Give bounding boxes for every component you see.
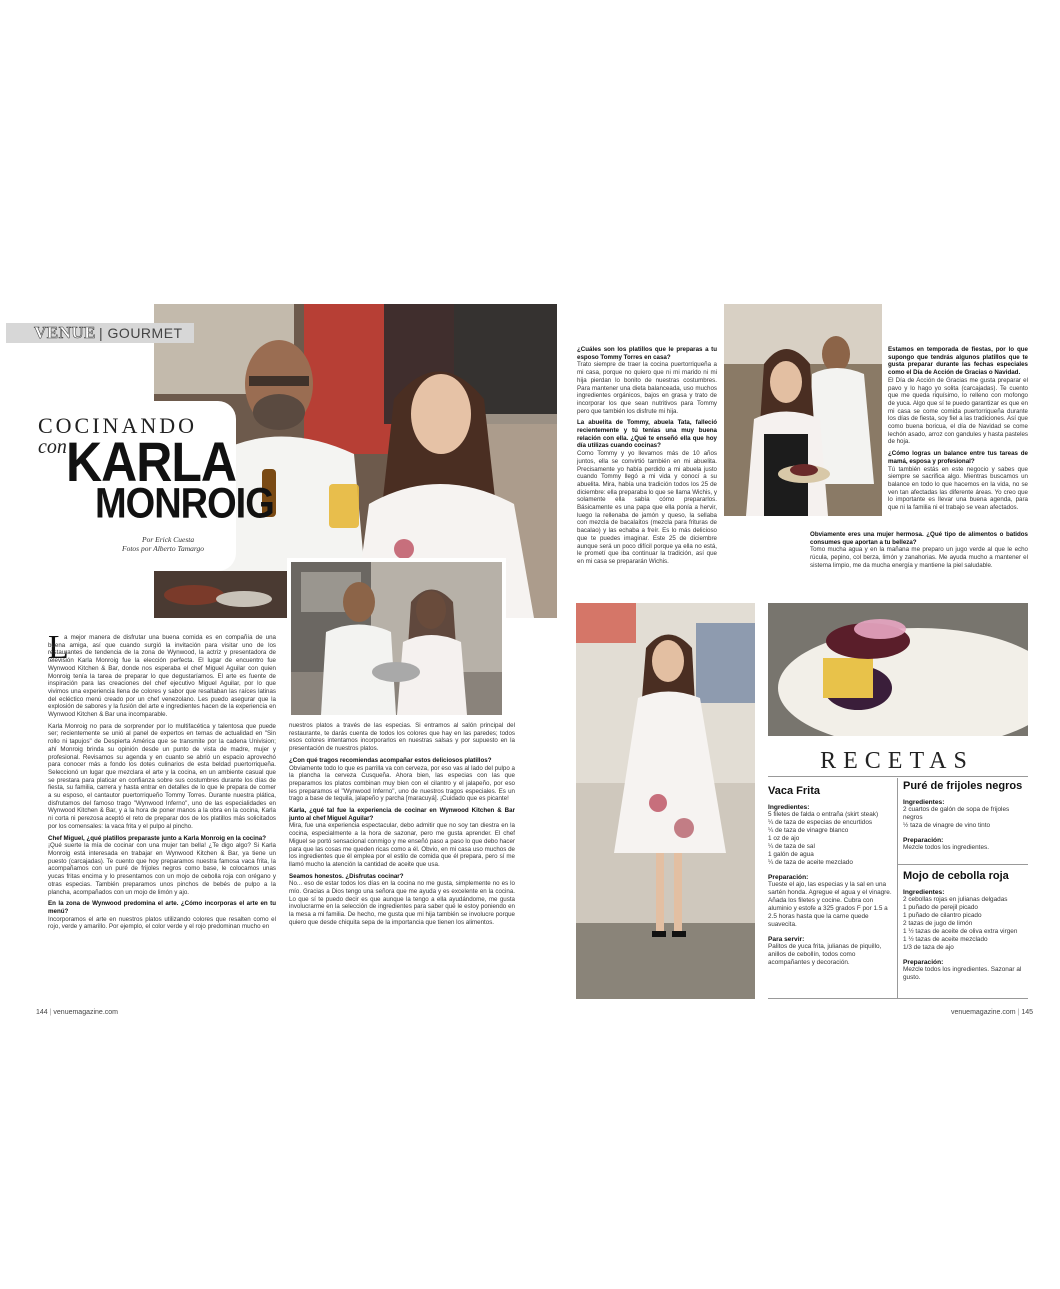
recipe-divider-vertical xyxy=(897,778,898,998)
ingredient-item: ¼ de taza de vinagre blanco xyxy=(768,827,849,834)
ingredient-item: ½ taza de vinagre de vino tinto xyxy=(903,822,991,829)
answer: Obviamente todo lo que es parrilla va con cerveza, por eso vas al lado del pulpo a la plancha la cerveza Cusqueña. Ahora bien, las especias con las que preparamos los platos combinan muy bien con el cilantro y el jalapeño, por eso les preparamos el "Wynwood Inferno", uno de nuestros tragos especiales. Es un trago a base de tequila, jalapeño y parcha [maracuyá]. ¡Cuidado que es picante! xyxy=(289,764,515,803)
answer: Como Tommy y yo llevamos más de 10 años juntos, ella se convirtió también en mi abuelita. Precisamente yo había perdido a mi abuela justo cuando Tommy llegó a mi vida y conocí a su abuelita. Mira, había una tradición todos los 25 de diciembre: ella preparaba lo que se llama Wichis, y solamente ella sabía cómo prepararlos. Básicamente es una papa que ella ponía a hervir, luego la rellenaba de jamón y queso, la sellaba con mezcla de bacalaítos (mezcla para frituras de bacalao) y las echaba a freír. Es lo más delicioso que te puedes imaginar. Este 25 de diciembre aunque será un poco difícil porque ya ella no está, le prometí que iba continuar la tradición, así que en mi casa se prepararán Wichis. xyxy=(577,450,717,565)
drop-cap: L xyxy=(48,629,69,666)
food-strip-photo xyxy=(154,571,287,618)
karla-with-dish-photo xyxy=(724,304,882,516)
serve-label: Para servir: xyxy=(768,936,805,943)
answer: Trato siempre de traer la cocina puertorriqueña a mi casa, porque no quiero que ni mi marido ni mi hija pierdan lo bonito de nuestras costumbres. Para mantener una dieta balanceada, uso muchos ingredientes orgánicos, bajos en grasa y trato de incorporar los que sean nutritivos para Tommy pero que también los disfrute mi hija. xyxy=(577,361,717,415)
body-paragraph: Karla Monroig no para de sorprender por lo multifacética y talentosa que puede ser; recientemente se unió al panel de expertos en temas de actualidad en "Sin rollo ni tapujos" de Despierta América que se transmite por la cadena Univision; ahí Monroig brinda su opinión desde un punto de vista de madre, mujer y profesional. Revisamos su agenda y en cuanto se abrió un espacio aprovechó para conocer más a fondo los dotes culinarios de esta beldad puertorriqueña. Seleccionó un lugar que mezclara el arte y la cocina, en un ambiente casual que se prestara para platicar en confianza sobre sus costumbres durante los días de fiesta, su familia, carrera y hasta entrar en detalles de lo que le prepara de comer a su esposo, el cantautor puertorriqueño Tommy Torres. Durante nuestra plática, disfrutamos del famoso trago "Wynwood Inferno", uno de las especialidades en Wynwood Kitchen & Bar, y a la hora de poner manos a la obra en la cocina, Karla ni corta ni perezosa aceptó el reto de preparar dos de los platillos más solicitados por los comensales: la vaca frita y el pulpo al pincho. xyxy=(48,722,276,830)
answer: Mira, fue una experiencia espectacular, debo admitir que no soy tan diestra en la cocina, especialmente a la hora de sazonar, pero me gusta aprender. El chef Miguel se portó sensacional conmigo y me enseñó paso a paso lo que debo hacer para que las cosas me queden ricas como a él. Obvio, en mi casa uso muchos de los ingredientes que él emplea por el estilo de comida que él prepara, pero sí me llamó mucho la atención la cantidad de aceite que usa. xyxy=(289,822,515,868)
kitchen-photo xyxy=(287,558,506,719)
brand-logo: VENUE xyxy=(34,323,97,342)
answer: nuestros platos a través de las especias. Si entramos al salón principal del restaurante, te darás cuenta de todos los colores que hay en las paredes; todos esos colores intentamos incorporarlos en nuestras salsas y por supuesto en la presentación de nuestros platos. xyxy=(289,722,515,753)
article-column-1 xyxy=(48,629,276,935)
question: En la zona de Wynwood predomina el arte. ¿Cómo incorporas el arte en tu menú? xyxy=(48,900,276,915)
recipe-title: Mojo de cebolla roja xyxy=(903,870,1009,882)
question: ¿Con qué tragos recomiendas acompañar estos deliciosos platillos? xyxy=(289,756,492,764)
ingredient-item: 2 cuartos de galón de sopa de frijoles negros xyxy=(903,806,1010,821)
preparation-text: Tueste el ajo, las especias y la sal en una sartén honda. Agregue el agua y el vinagre. Añada los filetes y cocine. Cubra con aluminio y estofe a 325 grados F por 1.5 a 2.5 horas hasta que la carne quede suavecita. xyxy=(768,881,892,928)
ingredient-item: 1 galón de agua xyxy=(768,851,814,858)
ingredient-item: 1 oz de ajo xyxy=(768,835,800,842)
right-footer: venuemagazine.com | 145 xyxy=(951,1009,1033,1016)
title-monroig: MONROIG xyxy=(95,480,274,528)
left-footer: 144 | venuemagazine.com xyxy=(36,1009,118,1016)
question: ¿Cómo logras un balance entre tus tareas de mamá, esposa y profesional? xyxy=(888,450,1028,465)
recipe-mojo-cebolla xyxy=(903,870,1028,982)
section-label: | GOURMET xyxy=(99,325,183,341)
ingredient-item: ¼ de taza de aceite mezclado xyxy=(768,859,853,866)
site-url-right: venuemagazine.com xyxy=(951,1009,1016,1016)
answer: No... eso de estar todos los días en la cocina no me gusta, simplemente no es lo mío. Gracias a Dios tengo una señora que me ayuda y es excelente en la cocina. Lo que sí te puedo decir es que aunque la tengo a ella ayudándome, me gusta involucrarme en la selección de ingredientes para saber qué le estoy poniendo en la mesa a mi familia. De hecho, me gusta que mi hija también se involucre porque quiero que desde chiquita sepa de la importancia que tienen los alimentos. xyxy=(289,880,515,926)
question: Chef Miguel, ¿qué platillos preparaste junto a Karla Monroig en la cocina? xyxy=(48,834,266,842)
article-column-4 xyxy=(888,346,1028,516)
recipe-divider-top xyxy=(768,776,1028,777)
page-number-right: 145 xyxy=(1021,1009,1033,1016)
question: Karla, ¿qué tal fue la experiencia de cocinar en Wynwood Kitchen & Bar junto al chef Miguel Aguilar? xyxy=(289,807,515,822)
recipe-pure-frijoles xyxy=(903,780,1028,852)
ingredient-item: ¼ de taza de especias de encurtidos xyxy=(768,819,873,826)
title-karla: KARLA xyxy=(66,430,236,494)
answer: El Día de Acción de Gracias me gusta preparar el pavo y lo hago yo solita (carcajadas). Te cuento que me queda riquísimo, lo relleno con mofongo de yuca. Algo que sí te puedo garantizar es que en mi casa se come comida puertorriqueña durante los días de fiesta, soy fiel a las tradiciones. Así que como buena boricua, el día de Navidad se come lechón asado, arroz con gandules y hasta pasteles de hoja. xyxy=(888,376,1028,446)
article-wide-block xyxy=(810,531,1028,574)
preparation-label: Preparación: xyxy=(903,959,944,966)
question: ¿Cuáles son los platillos que le preparas a tu esposo Tommy Torres en casa? xyxy=(577,346,717,361)
ingredient-item: 5 filetes de falda o entraña (skirt steak) xyxy=(768,811,879,818)
ingredient-item: 1 ½ tazas de aceite de oliva extra virgen xyxy=(903,928,1018,935)
answer: ¡Qué suerte la mía de cocinar con una mujer tan bella! ¿Te digo algo? Si Karla Monroig está interesada en trabajar en Wynwood Kitchen & Bar, ya tiene un puesto (carcajadas). Te cuento que hoy preparamos nuestra famosa vaca frita, la acompañamos con un puré de frijoles negros como base, le colocamos unas yucas fritas encima y lo presentamos con un mojo de cebolla roja con orégano y otras especias. También preparamos unos pinchos de bebés de pulpo a la plancha, acompañados con un mojo de limón y ajo. xyxy=(48,842,276,896)
article-column-2 xyxy=(289,722,515,931)
title-cocinando: COCINANDO xyxy=(38,413,197,438)
recipe-divider-middle xyxy=(898,864,1028,865)
title-con: con xyxy=(38,436,67,458)
answer: Tú también estás en este negocio y sabes que siempre se sacrifica algo. Mientras buscamos un balance en todo lo que hacemos en la vida, no se ven tan afectadas las diferente áreas. Yo creo que lo importante es llevar una buena agenda, para que ni la familia ni el trabajo se vean afectados. xyxy=(888,465,1028,512)
karla-full-body-photo xyxy=(576,603,755,999)
section-header xyxy=(6,323,194,343)
ingredients-label: Ingredientes: xyxy=(903,889,945,896)
ingredient-item: 2 tazas de jugo de limón xyxy=(903,920,973,927)
recipe-divider-bottom xyxy=(768,998,1028,999)
question: La abuelita de Tommy, abuela Tata, falleció recientemente y tú tenías una muy buena relación con ella. ¿Qué te enseñó ella que hoy día utilizas cuando cocinas? xyxy=(577,419,717,450)
intro-paragraph: a mejor manera de disfrutar una buena comida es en compañía de una buena amiga, así que cuando surgió la invitación para visitar uno de los restaurantes de tendencia de la zona de Wynwood, la actriz y presentadora de televisión Karla Monroig fue la elección perfecta. El lugar de encuentro fue Wynwood Kitchen & Bar, donde nos esperaba el chef Miguel Aguilar con quien Monroig tenía la tarea de preparar lo que degustaríamos. El arte es fuente de inspiración para las creaciones del chef ejecutivo Miguel Aguilar, por lo que vivimos una experiencia llena de colores y sabor que resaltaban las raíces latinas del ecléctico menú creado por un chef venezolano. Les puedo asegurar que la explosión de sabores y la fusión del arte e ingredientes hacen de la experiencia en Wynwood Kitchen & Bar una incomparable. xyxy=(48,634,276,719)
ingredient-item: 1 ½ tazas de aceite mezclado xyxy=(903,936,988,943)
preparation-label: Preparación: xyxy=(768,874,809,881)
ingredient-item: 1/3 de taza de ajo xyxy=(903,944,954,951)
question: Seamos honestos. ¿Disfrutas cocinar? xyxy=(289,872,404,880)
ingredient-item: 1 puñado de cilantro picado xyxy=(903,912,982,919)
ingredients-label: Ingredientes: xyxy=(903,799,945,806)
photo-credit: Fotos por Alberto Tamargo xyxy=(122,544,205,553)
ingredients-label: Ingredientes: xyxy=(768,804,810,811)
answer: Incorporamos el arte en nuestros platos utilizando colores que resalten como el rojo, verde y amarillo. Por ejemplo, el color verde y el rojo predominan mucho en xyxy=(48,915,276,931)
article-column-3 xyxy=(577,346,717,570)
answer: Tomo mucha agua y en la mañana me preparo un jugo verde al que le echo rúcula, pepino, col berza, limón y zanahorias. Me ayuda mucho a mantener el sistema limpio, me da mucha energía y mantiene la piel saludable. xyxy=(810,546,1028,569)
question: Estamos en temporada de fiestas, por lo que supongo que tendrás algunos platillos que te gusta preparar durante las fechas especiales como el Día de Acción de Gracias o Navidad. xyxy=(888,346,1028,377)
ingredient-item: 1 puñado de perejil picado xyxy=(903,904,978,911)
preparation-text: Mezcle todos los ingredientes. Sazonar al gusto. xyxy=(903,966,1022,981)
preparation-text: Mezcle todos los ingredientes. xyxy=(903,844,989,851)
ingredient-item: 2 cebollas rojas en julianas delgadas xyxy=(903,896,1008,903)
ingredient-item: ¼ de taza de sal xyxy=(768,843,815,850)
recipes-heading: RECETAS xyxy=(820,748,974,774)
question: Obviamente eres una mujer hermosa. ¿Qué tipo de alimentos o batidos consumes que aportan a tu belleza? xyxy=(810,531,1028,546)
recipe-title: Puré de frijoles negros xyxy=(903,780,1023,792)
recipe-title: Vaca Frita xyxy=(768,785,820,797)
recipe-vaca-frita xyxy=(768,785,892,967)
page-number-left: 144 xyxy=(36,1009,48,1016)
dish-photo xyxy=(768,603,1028,736)
author-credit: Por Erick Cuesta xyxy=(142,535,195,544)
serve-text: Palitos de yuca frita, julianas de piquillo, anillos de cebollín, todos como acompañantes y decoración. xyxy=(768,943,882,966)
preparation-label: Preparación: xyxy=(903,837,944,844)
site-url-left: venuemagazine.com xyxy=(53,1009,118,1016)
